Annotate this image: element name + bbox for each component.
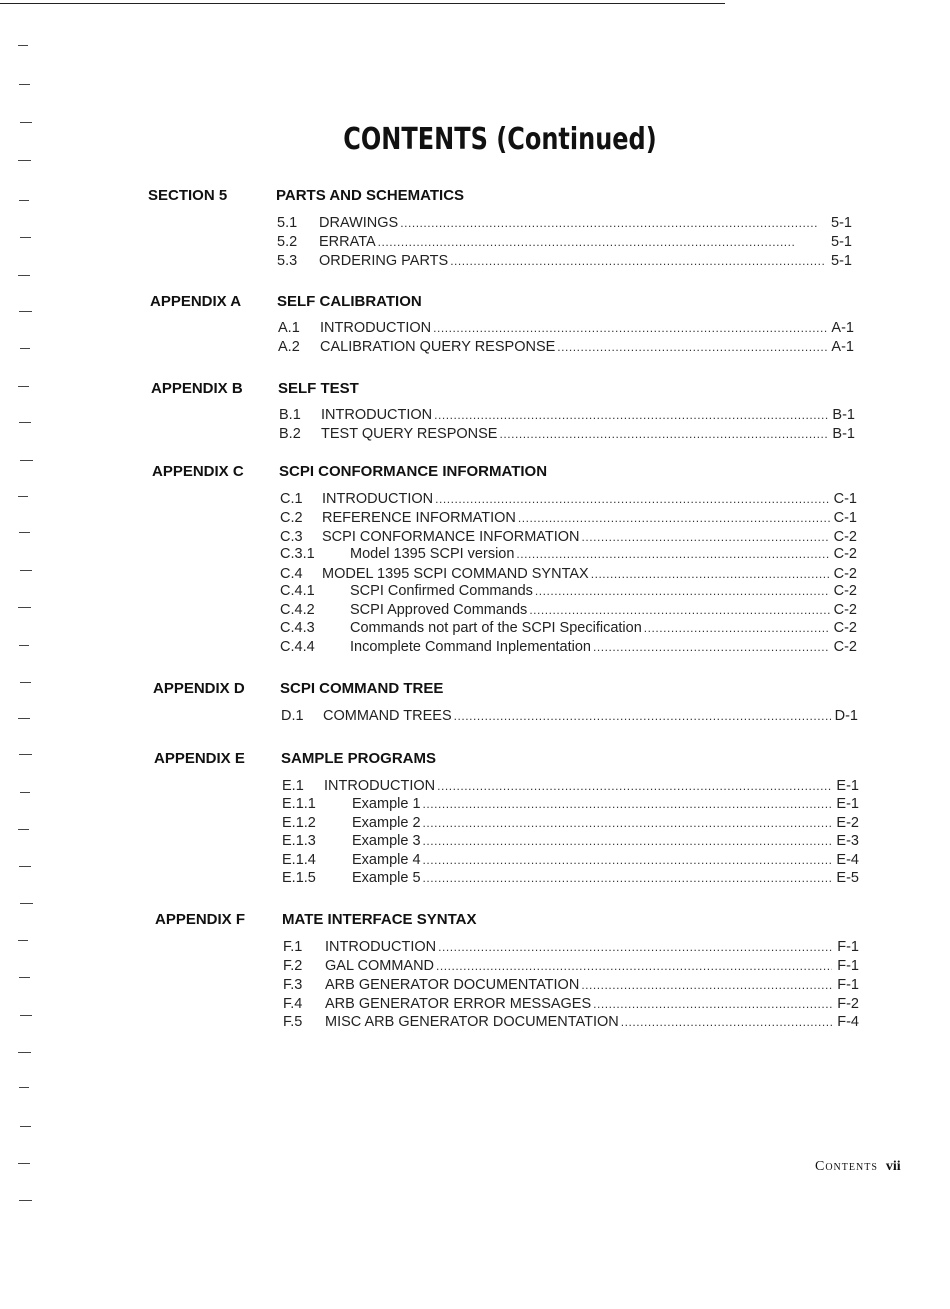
section-title: SELF CALIBRATION bbox=[277, 293, 422, 310]
entry-title: GAL COMMAND bbox=[325, 958, 435, 974]
binding-mark bbox=[20, 682, 31, 683]
binding-mark bbox=[18, 275, 30, 276]
section-label: APPENDIX F bbox=[155, 911, 246, 928]
toc-entry[interactable] bbox=[279, 406, 855, 425]
binding-margin-marks bbox=[0, 0, 40, 1309]
section-title: PARTS AND SCHEMATICS bbox=[276, 187, 465, 204]
binding-mark bbox=[19, 645, 29, 646]
entry-number: 5.2 bbox=[277, 234, 298, 250]
entry-title: Example 5 bbox=[352, 870, 421, 886]
entry-page-number: C-2 bbox=[833, 566, 857, 582]
section-label: APPENDIX C bbox=[152, 463, 244, 480]
entry-page-number: B-1 bbox=[832, 426, 855, 442]
entry-page-number: A-1 bbox=[831, 320, 854, 336]
entry-title: CALIBRATION QUERY RESPONSE bbox=[320, 339, 556, 355]
entry-number: C.4.3 bbox=[280, 620, 315, 636]
entry-title: Model 1395 SCPI version bbox=[350, 546, 515, 562]
dot-leader bbox=[529, 601, 830, 620]
entry-number: C.3.1 bbox=[280, 546, 315, 562]
dot-leader bbox=[516, 545, 830, 564]
entry-number: E.1.4 bbox=[282, 852, 316, 868]
dot-leader bbox=[450, 252, 825, 271]
toc-entry[interactable] bbox=[283, 995, 859, 1014]
entry-number: 5.3 bbox=[277, 253, 298, 269]
binding-mark bbox=[20, 348, 30, 349]
toc-entry[interactable] bbox=[282, 851, 859, 870]
toc-entry[interactable] bbox=[280, 582, 857, 601]
binding-mark bbox=[20, 237, 31, 238]
binding-mark bbox=[20, 1015, 32, 1016]
dot-leader bbox=[581, 976, 832, 995]
toc-entry[interactable] bbox=[282, 869, 859, 888]
section-title: SAMPLE PROGRAMS bbox=[281, 750, 437, 767]
binding-mark bbox=[18, 1163, 30, 1164]
entry-title: MODEL 1395 SCPI COMMAND SYNTAX bbox=[322, 566, 589, 582]
entry-page-number: F-4 bbox=[837, 1014, 859, 1030]
entry-number: F.5 bbox=[283, 1014, 303, 1030]
entry-number: C.4.2 bbox=[280, 602, 315, 618]
entry-number: B.2 bbox=[279, 426, 301, 442]
entry-page-number: B-1 bbox=[832, 407, 855, 423]
dot-leader bbox=[557, 338, 827, 357]
entry-title: Commands not part of the SCPI Specification bbox=[350, 620, 642, 636]
entry-number: C.4.1 bbox=[280, 583, 315, 599]
footer-page-number: vii bbox=[885, 1159, 901, 1174]
binding-mark bbox=[18, 160, 31, 161]
entry-page-number: C-1 bbox=[833, 491, 857, 507]
entry-number: C.3 bbox=[280, 529, 303, 545]
dot-leader bbox=[434, 406, 828, 425]
toc-entry[interactable] bbox=[278, 338, 854, 357]
binding-mark bbox=[18, 386, 29, 387]
dot-leader bbox=[423, 814, 832, 833]
section-title: SELF TEST bbox=[278, 380, 359, 397]
entry-number: E.1 bbox=[282, 778, 304, 794]
binding-mark bbox=[19, 200, 29, 201]
entry-title: Example 1 bbox=[352, 796, 421, 812]
entry-title: SCPI Approved Commands bbox=[350, 602, 528, 618]
binding-mark bbox=[18, 45, 28, 46]
entry-title: INTRODUCTION bbox=[325, 939, 437, 955]
section-label: APPENDIX E bbox=[154, 750, 245, 767]
toc-entry[interactable] bbox=[279, 425, 855, 444]
dot-leader bbox=[423, 795, 832, 814]
dot-leader bbox=[454, 707, 831, 726]
entry-number: B.1 bbox=[279, 407, 301, 423]
entry-page-number: E-5 bbox=[836, 870, 859, 886]
dot-leader bbox=[437, 777, 832, 796]
entry-page-number: E-4 bbox=[836, 852, 859, 868]
section-label: APPENDIX D bbox=[153, 680, 245, 697]
toc-entry[interactable] bbox=[281, 707, 858, 726]
entry-title: ORDERING PARTS bbox=[319, 253, 449, 269]
binding-mark bbox=[18, 496, 28, 497]
binding-mark bbox=[18, 607, 31, 608]
entry-page-number: C-2 bbox=[833, 546, 857, 562]
dot-leader bbox=[423, 869, 832, 888]
entry-page-number: F-1 bbox=[837, 977, 859, 993]
entry-title: INTRODUCTION bbox=[321, 407, 433, 423]
page-title: CONTENTS (Continued) bbox=[343, 122, 657, 157]
section-label: APPENDIX A bbox=[150, 293, 242, 310]
entry-page-number: C-2 bbox=[833, 620, 857, 636]
entry-title: DRAWINGS bbox=[319, 215, 399, 231]
binding-mark bbox=[20, 570, 32, 571]
entry-number: E.1.1 bbox=[282, 796, 316, 812]
entry-number: F.3 bbox=[283, 977, 303, 993]
entry-title: Example 4 bbox=[352, 852, 421, 868]
entry-title: TEST QUERY RESPONSE bbox=[321, 426, 498, 442]
entry-title: INTRODUCTION bbox=[322, 491, 434, 507]
toc-entry[interactable] bbox=[278, 319, 854, 338]
top-rule bbox=[0, 3, 725, 4]
entry-number: E.1.3 bbox=[282, 833, 316, 849]
entry-page-number: E-1 bbox=[836, 796, 859, 812]
binding-mark bbox=[20, 122, 32, 123]
entry-title: Example 2 bbox=[352, 815, 421, 831]
entry-title: SCPI Confirmed Commands bbox=[350, 583, 533, 599]
entry-page-number: F-2 bbox=[837, 996, 859, 1012]
dot-leader bbox=[433, 319, 827, 338]
entry-number: E.1.5 bbox=[282, 870, 316, 886]
entry-number: A.1 bbox=[278, 320, 300, 336]
entry-number: F.1 bbox=[283, 939, 303, 955]
binding-mark bbox=[19, 977, 30, 978]
entry-number: D.1 bbox=[281, 708, 304, 724]
dot-leader bbox=[593, 995, 832, 1014]
toc-entry[interactable] bbox=[280, 509, 857, 528]
entry-title: INTRODUCTION bbox=[320, 320, 432, 336]
entry-title: ARB GENERATOR DOCUMENTATION bbox=[325, 977, 580, 993]
toc-entry[interactable] bbox=[283, 938, 859, 957]
dot-leader bbox=[423, 832, 832, 851]
binding-mark bbox=[19, 532, 30, 533]
binding-mark bbox=[19, 422, 31, 423]
dot-leader bbox=[378, 233, 825, 252]
dot-leader bbox=[535, 582, 830, 601]
entry-title: ARB GENERATOR ERROR MESSAGES bbox=[325, 996, 592, 1012]
entry-title: ERRATA bbox=[319, 234, 376, 250]
entry-page-number: E-1 bbox=[836, 778, 859, 794]
toc-entry[interactable] bbox=[283, 976, 859, 995]
entry-number: A.2 bbox=[278, 339, 300, 355]
toc-entry[interactable] bbox=[282, 777, 859, 796]
entry-title: Example 3 bbox=[352, 833, 421, 849]
entry-page-number: D-1 bbox=[834, 708, 858, 724]
footer-label: Contents bbox=[815, 1159, 878, 1174]
toc-entry[interactable] bbox=[282, 814, 859, 833]
entry-number: F.2 bbox=[283, 958, 303, 974]
binding-mark bbox=[19, 1087, 29, 1088]
toc-entry[interactable] bbox=[283, 1013, 859, 1032]
toc-entry[interactable] bbox=[280, 490, 857, 509]
entry-page-number: 5-1 bbox=[831, 234, 852, 250]
dot-leader bbox=[593, 638, 830, 657]
entry-number: C.4 bbox=[280, 566, 303, 582]
section-label: APPENDIX B bbox=[151, 380, 243, 397]
entry-page-number: C-2 bbox=[833, 583, 857, 599]
entry-number: F.4 bbox=[283, 996, 303, 1012]
binding-mark bbox=[18, 718, 30, 719]
binding-mark bbox=[20, 1126, 31, 1127]
entry-page-number: C-2 bbox=[833, 639, 857, 655]
binding-mark bbox=[19, 84, 30, 85]
entry-page-number: C-1 bbox=[833, 510, 857, 526]
section-label: SECTION 5 bbox=[148, 187, 228, 204]
entry-title: Incomplete Command Inplementation bbox=[350, 639, 591, 655]
binding-mark bbox=[20, 460, 33, 461]
entry-number: C.4.4 bbox=[280, 639, 315, 655]
dot-leader bbox=[423, 851, 832, 870]
binding-mark bbox=[19, 754, 32, 755]
toc-entry[interactable] bbox=[282, 795, 859, 814]
entry-page-number: F-1 bbox=[837, 958, 859, 974]
toc-entry[interactable] bbox=[277, 233, 852, 252]
entry-page-number: E-2 bbox=[836, 815, 859, 831]
entry-title: REFERENCE INFORMATION bbox=[322, 510, 516, 526]
toc-entry[interactable] bbox=[277, 214, 852, 233]
entry-number: E.1.2 bbox=[282, 815, 316, 831]
dot-leader bbox=[518, 509, 830, 528]
toc-entry[interactable] bbox=[283, 957, 859, 976]
entry-title: SCPI CONFORMANCE INFORMATION bbox=[322, 529, 580, 545]
binding-mark bbox=[18, 829, 29, 830]
binding-mark bbox=[19, 1200, 32, 1201]
dot-leader bbox=[621, 1013, 832, 1032]
dot-leader bbox=[644, 619, 830, 638]
entry-page-number: C-2 bbox=[833, 602, 857, 618]
dot-leader bbox=[436, 957, 832, 976]
entry-page-number: 5-1 bbox=[831, 215, 852, 231]
dot-leader bbox=[435, 490, 830, 509]
entry-title: COMMAND TREES bbox=[323, 708, 452, 724]
dot-leader bbox=[400, 214, 825, 233]
toc-entry[interactable] bbox=[277, 252, 852, 271]
toc-entry[interactable] bbox=[282, 832, 859, 851]
entry-title: MISC ARB GENERATOR DOCUMENTATION bbox=[325, 1014, 619, 1030]
toc-entry[interactable] bbox=[280, 619, 857, 638]
entry-page-number: E-3 bbox=[836, 833, 859, 849]
entry-number: C.1 bbox=[280, 491, 303, 507]
section-title: SCPI COMMAND TREE bbox=[280, 680, 444, 697]
binding-mark bbox=[19, 866, 31, 867]
binding-mark bbox=[18, 940, 28, 941]
section-title: MATE INTERFACE SYNTAX bbox=[282, 911, 477, 928]
toc-entry[interactable] bbox=[280, 545, 857, 564]
section-title: SCPI CONFORMANCE INFORMATION bbox=[279, 463, 548, 480]
binding-mark bbox=[20, 903, 33, 904]
entry-page-number: A-1 bbox=[831, 339, 854, 355]
entry-page-number: C-2 bbox=[833, 529, 857, 545]
dot-leader bbox=[499, 425, 828, 444]
toc-entry[interactable] bbox=[280, 601, 857, 620]
entry-page-number: 5-1 bbox=[831, 253, 852, 269]
entry-number: 5.1 bbox=[277, 215, 298, 231]
entry-title: INTRODUCTION bbox=[324, 778, 436, 794]
binding-mark bbox=[18, 1052, 31, 1053]
dot-leader bbox=[438, 938, 832, 957]
toc-entry[interactable] bbox=[280, 638, 857, 657]
entry-page-number: F-1 bbox=[837, 939, 859, 955]
page-footer bbox=[815, 1159, 901, 1175]
entry-number: C.2 bbox=[280, 510, 303, 526]
binding-mark bbox=[20, 792, 30, 793]
binding-mark bbox=[19, 311, 32, 312]
